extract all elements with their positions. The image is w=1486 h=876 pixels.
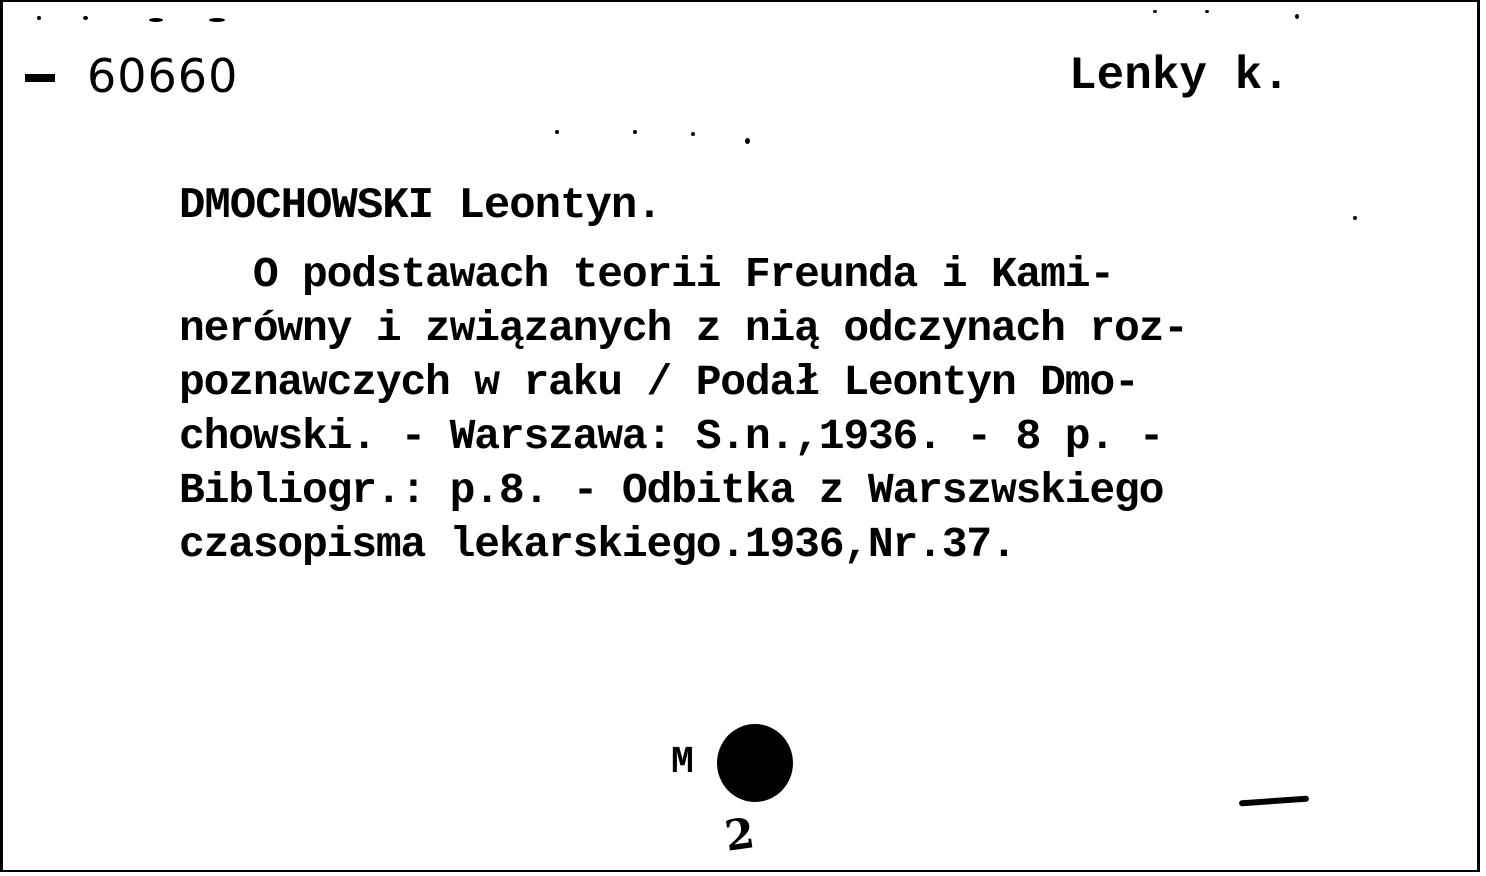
description-line: czasopisma lekarskiego.1936,Nr.37. [179,520,1016,569]
description-line: O podstawach teorii Freunda i Kami- [179,250,1114,299]
punch-hole [717,724,793,802]
stamp-letter: M [671,741,694,784]
description-line: nerówny i związanych z nią odczynach roz- [179,304,1188,353]
ink-speck [37,16,41,20]
ink-speck [633,130,637,134]
ink-speck [691,132,695,136]
author-heading: DMOCHOWSKI Leontyn. [179,181,662,231]
handwritten-note: 2 [721,808,758,861]
ink-speck [1153,10,1157,13]
description-line: Bibliogr.: p.8. - Odbitka z Warszwskiego [179,466,1164,515]
call-number: 60660 [87,49,239,103]
location-code: Lenky k. [1069,50,1290,102]
ink-speck [209,18,225,22]
dash-mark [25,74,55,82]
bibliographic-description [179,248,1449,572]
ink-speck [1205,10,1209,13]
ink-speck [1353,216,1357,220]
pen-scratch [1239,796,1309,807]
ink-speck [555,130,559,134]
description-line: poznawczych w raku / Podał Leontyn Dmo- [179,358,1139,407]
ink-speck [745,138,750,144]
ink-speck [149,18,163,22]
ink-speck [83,16,88,20]
ink-speck [1295,14,1299,19]
description-line: chowski. - Warszawa: S.n.,1936. - 8 p. - [179,412,1164,461]
